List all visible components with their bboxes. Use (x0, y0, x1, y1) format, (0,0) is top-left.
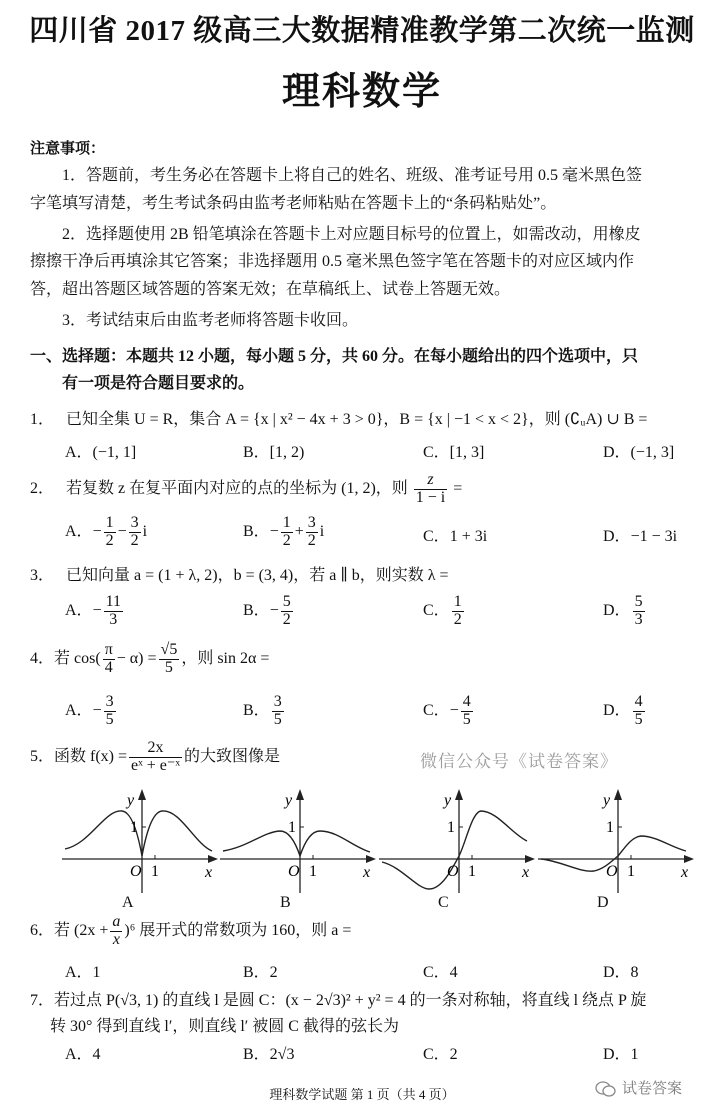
y-axis-arrow (614, 789, 622, 800)
question-5: 5．函数 f(x) = $\frac{2x}{\text{eˣ + e⁻ˣ}}$ 的大致图像是 (30, 739, 280, 774)
q3-option-c: C． $\frac{1}{2}$ (423, 593, 462, 628)
footer-logo-text: 试卷答案 (622, 1081, 683, 1097)
x-tick-label: 1 (151, 863, 159, 880)
q2-option-a: A．− $\frac{1}{2}$ − $\frac{3}{2}$ i (65, 514, 148, 549)
y-axis-arrow (455, 789, 463, 800)
function-curve (223, 831, 370, 856)
y-axis-label: y (285, 792, 293, 809)
notice-item-1-cont: 字笔填写清楚，考生考试条码由监考老师粘贴在答题卡上的“条码粘贴处”。 (30, 195, 557, 212)
x-axis-label: x (681, 864, 689, 881)
function-curve (65, 811, 212, 856)
q4-option-d: D． $\frac{4}{5}$ (603, 693, 643, 728)
question-number: 2． (30, 479, 55, 497)
question-text: 已知全集 U = R，集合 A = {x | x² − 4x + 3 > 0}，B = {x | −1 < x < 2}，则 (∁ᵤA) ∪ B = (66, 411, 648, 428)
question-7-cont: 转 30° 得到直线 l′，则直线 l′ 被圆 C 截得的弦长为 (50, 1018, 399, 1035)
q1-option-a: A．(−1, 1] (65, 444, 137, 461)
y-axis-label: y (603, 792, 611, 809)
question-6: 6．若 (2x + $\frac{a}{x}$ )⁶ 展开式的常数项为 160，则 a = (30, 913, 352, 948)
notice-heading: 注意事项： (30, 141, 106, 157)
x-axis-arrow (366, 855, 376, 863)
origin-label: O (130, 863, 142, 880)
origin-label: O (288, 863, 300, 880)
x-tick-label: 1 (627, 863, 635, 880)
question-2 (30, 472, 462, 507)
exam-title: 四川省 2017 级高三大数据精准教学第二次统一监测 (29, 15, 695, 47)
question-4: 4．若 cos( $\frac{\pi}{4}$ − α) = $\frac{√5}{5}$ ，则 sin 2α = (30, 641, 270, 676)
y-axis-arrow (138, 789, 146, 800)
graph-label-a: A (122, 894, 134, 911)
q6-option-d: D．8 (603, 964, 639, 981)
x-axis-label: x (522, 864, 530, 881)
notice-item-1: 1．答题前，考生务必在答题卡上将自己的姓名、班级、准考证号用 0.5 毫米黑色签 (62, 167, 643, 184)
q7-option-b: B．2√3 (243, 1046, 295, 1063)
q6-option-b: B．2 (243, 964, 278, 981)
notice-item-2-cont: 擦擦干净后再填涂其它答案；非选择题用 0.5 毫米黑色签字笔在答题卡的对应区域内作 (30, 253, 635, 270)
notice-item-2: 2．选择题使用 2B 铅笔填涂在答题卡上对应题目标号的位置上，如需改动，用橡皮 (62, 226, 641, 243)
notice-item-3: 3．考试结束后由监考老师将答题卡收回。 (62, 312, 359, 329)
x-axis-label: x (363, 864, 371, 881)
graph-label-d: D (597, 894, 609, 911)
fraction-denominator: 1 − i (415, 488, 446, 506)
question-text: 已知向量 a = (1 + λ, 2)，b = (3, 4)，若 a ∥ b，则实数 λ = (66, 567, 449, 584)
q2-option-b: B．− $\frac{1}{2}$ + $\frac{3}{2}$ i (243, 514, 325, 549)
q2-option-c: C．1 + 3i (423, 528, 488, 545)
question-1 (30, 410, 647, 429)
q1-option-d: D．(−1, 3] (603, 444, 675, 461)
q4-option-c: C．− $\frac{4}{5}$ (423, 693, 471, 728)
q3-option-a: A．− $\frac{11}{3}$ (65, 593, 121, 628)
question-number: 1． (30, 411, 55, 428)
x-tick-label: 1 (468, 863, 476, 880)
q6-option-a: A．1 (65, 964, 101, 981)
q1-option-b: B．[1, 2) (243, 444, 305, 461)
q7-option-c: C．2 (423, 1046, 458, 1063)
fraction-numerator: z (414, 472, 447, 490)
question-tail: = (453, 479, 463, 497)
q4-option-a: A．− $\frac{3}{5}$ (65, 693, 114, 728)
x-axis-arrow (684, 855, 694, 863)
q2-option-d: D．−1 − 3i (603, 528, 678, 545)
page-footer: 理科数学试题 第 1 页（共 4 页） (269, 1087, 455, 1102)
y-tick-label: 1 (288, 819, 296, 836)
x-axis-arrow (525, 855, 535, 863)
y-tick-label: 1 (606, 819, 614, 836)
section-heading-cont: 有一项是符合题目要求的。 (62, 375, 255, 392)
graph-option-b (218, 789, 380, 904)
question-number: 3． (30, 567, 55, 584)
graph-option-d (536, 789, 698, 904)
q1-option-c: C．[1, 3] (423, 444, 485, 461)
origin-label: O (447, 863, 459, 880)
q3-option-d: D． $\frac{5}{3}$ (603, 593, 643, 628)
q4-option-b: B． $\frac{3}{5}$ (243, 693, 282, 728)
graph-option-c (377, 789, 539, 904)
graph-label-b: B (280, 894, 291, 911)
q7-option-a: A．4 (65, 1046, 101, 1063)
graph-option-a (60, 789, 222, 904)
q3-option-b: B．− $\frac{5}{2}$ (243, 593, 291, 628)
watermark: 微信公众号《试卷答案》 (420, 752, 618, 771)
x-axis-arrow (208, 855, 218, 863)
y-tick-label: 1 (447, 819, 455, 836)
y-axis-label: y (444, 792, 452, 809)
y-tick-label: 1 (130, 819, 138, 836)
q6-option-c: C．4 (423, 964, 458, 981)
x-axis-label: x (205, 864, 213, 881)
graph-label-c: C (438, 894, 449, 911)
footer-logo (595, 1080, 682, 1098)
y-axis-label: y (127, 792, 135, 809)
question-7: 7．若过点 P(√3, 1) 的直线 l 是圆 C：(x − 2√3)² + y² = 4 的一条对称轴，将直线 l 绕点 P 旋 (30, 992, 647, 1009)
question-3 (30, 566, 449, 585)
section-heading: 一、选择题：本题共 12 小题，每小题 5 分，共 60 分。在每小题给出的四个选项中，只 (30, 348, 639, 365)
y-axis-arrow (296, 789, 304, 800)
wechat-icon (595, 1080, 617, 1098)
x-tick-label: 1 (309, 863, 317, 880)
notice-item-2-cont2: 答，超出答题区域答题的答案无效；在草稿纸上、试卷上答题无效。 (30, 281, 511, 298)
exam-subject: 理科数学 (281, 71, 442, 113)
origin-label: O (606, 863, 618, 880)
question-text: 若复数 z 在复平面内对应的点的坐标为 (1, 2)，则 (66, 479, 408, 497)
q7-option-d: D．1 (603, 1046, 639, 1063)
